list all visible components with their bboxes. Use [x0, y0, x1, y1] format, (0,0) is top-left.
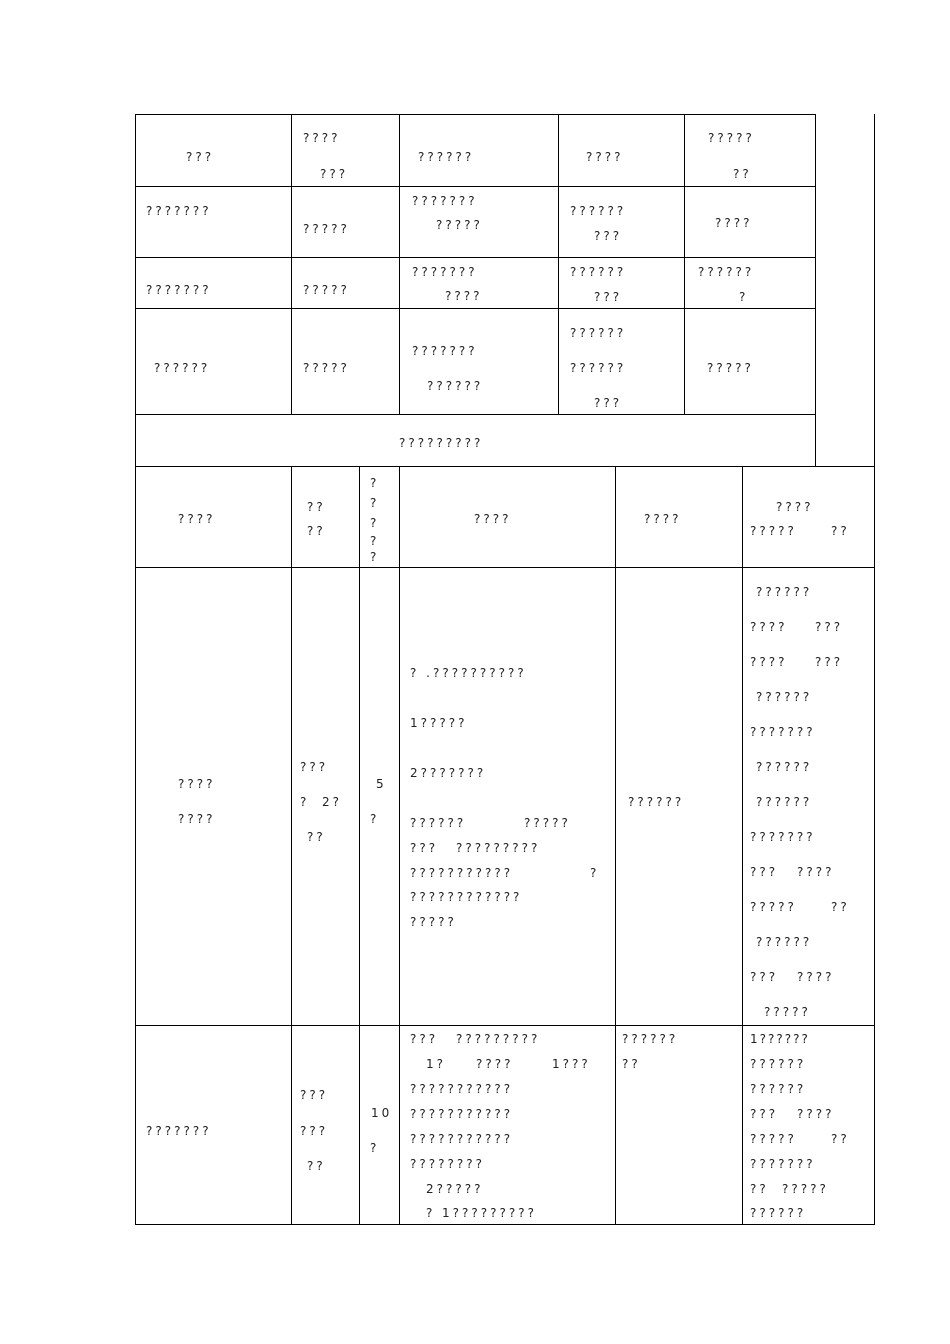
cell: ???? — [797, 1107, 835, 1121]
cell: ????? — [750, 1132, 797, 1146]
header-cell: ? — [370, 516, 380, 530]
cell: ??????? — [146, 204, 212, 218]
header-cell: ?????? — [418, 150, 475, 164]
cell: ??????? — [412, 344, 478, 358]
cell: ????? — [524, 816, 571, 830]
cell: ??? — [410, 841, 439, 855]
row-divider — [135, 466, 875, 467]
cell: ??? — [750, 1107, 779, 1121]
header-cell: ?? — [307, 524, 326, 538]
cell: ?????? — [410, 816, 467, 830]
cell: 10 — [371, 1106, 393, 1120]
cell: ????? — [436, 218, 483, 232]
cell: ???????????? — [410, 890, 523, 904]
cell: 2????? — [426, 1182, 484, 1196]
header-cell: ???? — [178, 512, 216, 526]
section-title: ????????? — [399, 436, 484, 450]
row-divider — [135, 186, 816, 187]
cell: ??? — [815, 620, 844, 634]
outer-left-border — [135, 114, 136, 1225]
cell: ? — [739, 290, 749, 304]
cell: ??????? — [412, 265, 478, 279]
cell: ????? — [707, 361, 754, 375]
cell: ???? — [715, 216, 753, 230]
row-divider — [135, 257, 816, 258]
header-cell: ? — [370, 476, 380, 490]
cell: ? — [590, 866, 600, 880]
cell: ?????? — [750, 1082, 807, 1096]
cell: ??? — [750, 865, 779, 879]
cell: 2??????? — [410, 766, 487, 780]
col-divider — [291, 466, 292, 1225]
header-cell: ?? — [831, 524, 850, 538]
cell: 1?????? — [750, 1032, 810, 1046]
cell: ?????? — [570, 326, 627, 340]
cell: ??? — [594, 396, 623, 410]
cell: ??????? — [412, 194, 478, 208]
cell: ?? — [307, 830, 326, 844]
cell: ?????? — [698, 265, 755, 279]
cell: ?? — [622, 1057, 641, 1071]
cell: ????? — [303, 222, 350, 236]
cell: ????? — [764, 1005, 811, 1019]
cell: ?????? — [570, 265, 627, 279]
cell: ???? — [797, 865, 835, 879]
cell: ?????? — [750, 1057, 807, 1071]
header-cell: ??? — [186, 150, 215, 164]
cell: ?????? — [570, 204, 627, 218]
cell: ??????? — [146, 1124, 212, 1138]
cell: ??? — [410, 1032, 439, 1046]
header-cell: ???? — [586, 150, 624, 164]
cell: ? — [300, 795, 310, 809]
row-divider — [135, 1025, 875, 1026]
cell: ??? — [300, 1124, 329, 1138]
top-border — [135, 114, 816, 115]
cell: ?????? — [750, 1206, 807, 1220]
col-divider — [684, 114, 685, 415]
cell: ????????? — [456, 1032, 541, 1046]
cell: ?? — [831, 900, 850, 914]
cell: ?????? — [570, 361, 627, 375]
cell: ?????? — [628, 795, 685, 809]
header-cell: ? — [370, 534, 380, 548]
cell: ??????????? — [410, 1082, 514, 1096]
col-divider — [399, 466, 400, 1225]
cell: ? — [370, 1141, 380, 1155]
cell: ?? — [307, 1159, 326, 1173]
col-divider — [558, 114, 559, 415]
cell: ?????? — [756, 935, 813, 949]
cell: ??? — [750, 970, 779, 984]
row-divider — [135, 414, 816, 415]
cell: ??? — [594, 290, 623, 304]
header-cell: ???? — [776, 500, 814, 514]
cell: ?????? — [756, 690, 813, 704]
cell: ??????????? — [410, 1132, 514, 1146]
cell: ?????? — [756, 795, 813, 809]
cell: ??????? — [750, 830, 816, 844]
cell: ??? — [300, 1088, 329, 1102]
cell: ???? — [476, 1057, 514, 1071]
cell: 1??? — [552, 1057, 591, 1071]
cell: ???? — [445, 289, 483, 303]
header-cell: ???? — [644, 512, 682, 526]
cell: ????? — [410, 915, 457, 929]
cell: ???? — [797, 970, 835, 984]
cell: ??? — [300, 760, 329, 774]
header-cell: ????? — [708, 131, 755, 145]
cell: ?????? — [427, 379, 484, 393]
cell: ?? — [831, 1132, 850, 1146]
cell: 1? — [426, 1057, 447, 1071]
cell: 1????????? — [442, 1206, 537, 1220]
cell: ????????? — [456, 841, 541, 855]
cell: ?? — [750, 1182, 769, 1196]
cell: ??????????? — [410, 866, 514, 880]
cell: ??????? — [750, 725, 816, 739]
cell: ???? — [178, 812, 216, 826]
cell: ???? — [178, 777, 216, 791]
cell: ? — [426, 1206, 436, 1220]
row-divider — [135, 567, 875, 568]
cell: ????? — [303, 283, 350, 297]
cell: ? — [370, 812, 380, 826]
cell: ?????? — [756, 585, 813, 599]
cell: ???????? — [410, 1157, 485, 1171]
cell: 1????? — [410, 716, 468, 730]
cell: ??? — [594, 229, 623, 243]
bottom-border — [135, 1224, 875, 1225]
col-divider — [615, 466, 616, 1225]
header-cell: ? — [370, 496, 380, 510]
header-cell: ? — [370, 550, 380, 564]
cell: ????? — [303, 361, 350, 375]
header-cell: ??? — [320, 167, 349, 181]
cell: ??????? — [750, 1157, 816, 1171]
cell: ?????? — [154, 361, 211, 375]
far-right-border — [874, 114, 875, 1225]
header-cell: ???? — [303, 131, 341, 145]
cell: ??????????? — [410, 1107, 514, 1121]
cell: ???? — [750, 620, 788, 634]
cell: ??????? — [146, 283, 212, 297]
cell: ?????? — [622, 1032, 679, 1046]
cell: 5 — [376, 777, 387, 791]
cell: ?????? — [756, 760, 813, 774]
header-cell: ???? — [474, 512, 512, 526]
header-cell: ?? — [733, 167, 752, 181]
cell: ???? — [750, 655, 788, 669]
col-divider — [359, 466, 360, 1225]
row-divider — [135, 308, 816, 309]
cell: ? .?????????? — [410, 666, 527, 680]
cell: ??? — [815, 655, 844, 669]
cell: 2? — [322, 795, 343, 809]
header-cell: ?? — [307, 500, 326, 514]
cell: ????? — [782, 1182, 829, 1196]
col-divider — [291, 114, 292, 415]
header-cell: ????? — [750, 524, 797, 538]
col-divider — [399, 114, 400, 415]
cell: ????? — [750, 900, 797, 914]
col-divider — [742, 466, 743, 1225]
